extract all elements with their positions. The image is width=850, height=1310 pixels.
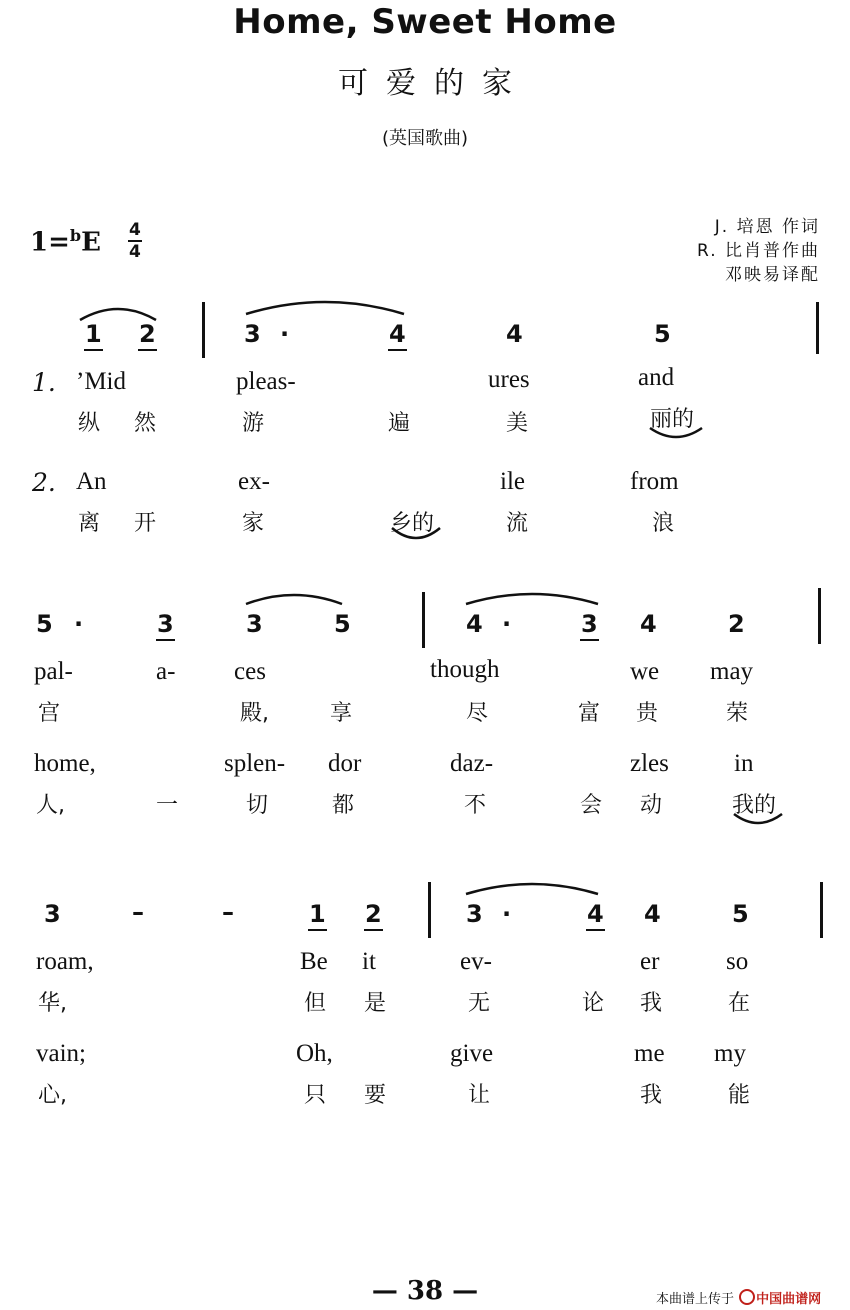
lyric-cn: 是: [364, 991, 387, 1016]
barline: [820, 882, 823, 938]
lyric-cn: 纵: [78, 411, 101, 436]
composer-credit: R. 比肖普作曲: [696, 241, 820, 261]
lyric-cn: 离: [78, 511, 101, 536]
lyric-cn: 享: [330, 701, 353, 726]
barline: [428, 882, 431, 938]
note: 5: [732, 900, 749, 928]
song-title-chinese: 可爱的家: [338, 66, 530, 101]
note: 3: [246, 610, 263, 638]
lyric-en: Oh,: [296, 1040, 333, 1067]
note: 3: [44, 900, 61, 928]
lyric-en: daz-: [450, 750, 494, 777]
note: 3: [244, 320, 261, 348]
note: 1: [84, 320, 103, 351]
slur-arc: [466, 884, 598, 894]
dash: –: [132, 898, 144, 926]
upload-note-text: 本曲谱上传于: [656, 1292, 735, 1307]
lyric-cn: 富: [578, 701, 601, 726]
dash: –: [222, 898, 234, 926]
slur-arc: [246, 302, 404, 314]
lyric-en: ile: [500, 468, 525, 495]
lyric-cn: 开: [134, 511, 157, 536]
note: 2: [138, 320, 157, 351]
barline: [422, 592, 425, 648]
lyric-en: An: [76, 468, 107, 495]
note: 4: [506, 320, 523, 348]
lyric-en: er: [640, 948, 660, 975]
note: 4: [640, 610, 657, 638]
lyric-cn: 然: [134, 411, 157, 436]
lyric-en: ures: [488, 366, 530, 393]
lyric-cn: 我: [640, 1083, 663, 1108]
lyric-cn: 美: [506, 411, 529, 436]
note: 2: [364, 900, 383, 931]
lyric-en: ex-: [238, 468, 270, 495]
slur-arc: [80, 309, 156, 320]
barline: [818, 588, 821, 644]
key-letter: E: [81, 227, 101, 258]
lyric-cn: 只: [304, 1083, 327, 1108]
note: 5: [654, 320, 671, 348]
lyric-cn: 游: [242, 411, 265, 436]
lyric-cn: 人,: [36, 793, 65, 818]
key-prefix: 1=: [30, 227, 70, 258]
lyric-en: ev-: [460, 948, 492, 975]
lyric-cn: 殿,: [240, 701, 269, 726]
lyric-cn: 要: [364, 1083, 387, 1108]
lyric-en: pal-: [34, 658, 73, 685]
lyric-cn: 都: [332, 793, 355, 818]
lyric-en: and: [638, 364, 675, 391]
lyric-en: we: [630, 658, 660, 685]
lyric-cn: 我: [640, 991, 663, 1016]
time-signature-bottom: 4: [129, 242, 141, 262]
lyric-en: it: [362, 948, 376, 975]
slur-arc: [246, 595, 342, 604]
lyric-cn: 心,: [38, 1083, 67, 1108]
time-signature-top: 4: [129, 220, 141, 240]
lyric-en: give: [450, 1040, 494, 1067]
lyric-en: roam,: [36, 948, 94, 975]
lyric-en: vain;: [36, 1040, 86, 1067]
lyric-en: though: [430, 656, 500, 683]
lyric-cn: 遍: [388, 411, 411, 436]
lyric-cn: 华,: [38, 991, 67, 1016]
lyric-cn: 荣: [726, 701, 749, 726]
lyric-cn: 但: [304, 991, 327, 1016]
lyric-cn: 贵: [636, 701, 659, 726]
barline: [202, 302, 205, 358]
lyric-en: zles: [630, 750, 669, 777]
slur-arc: [466, 594, 598, 604]
note: 2: [728, 610, 745, 638]
lyric-en: Be: [300, 948, 328, 975]
lyric-en: my: [714, 1040, 746, 1067]
note: 3: [156, 610, 175, 641]
lyric-cn: 无: [468, 991, 491, 1016]
song-origin: (英国歌曲): [381, 128, 469, 149]
note: 5: [334, 610, 351, 638]
lyric-cn: 丽的: [650, 407, 695, 432]
note: 4: [644, 900, 661, 928]
song-title: Home, Sweet Home: [233, 2, 617, 42]
lyric-cn: 家: [242, 511, 265, 536]
note: 3: [466, 900, 483, 928]
augmentation-dot: ·: [502, 610, 512, 638]
lyric-cn: 宫: [38, 701, 61, 726]
lyric-cn: 不: [464, 793, 487, 818]
lyric-en: a-: [156, 658, 176, 685]
site-logo-text: 中国曲谱网: [756, 1292, 822, 1307]
lyric-en: so: [726, 948, 749, 975]
lyric-en: in: [734, 750, 754, 777]
augmentation-dot: ·: [74, 610, 84, 638]
lyric-en: pleas-: [236, 368, 296, 395]
verse-number: 2.: [32, 468, 56, 497]
note: 5: [36, 610, 53, 638]
augmentation-dot: ·: [502, 900, 512, 928]
lyric-cn: 动: [640, 793, 663, 818]
lyric-cn: 切: [246, 793, 269, 818]
lyric-en: may: [710, 658, 754, 685]
lyric-cn: 会: [580, 793, 603, 818]
upload-note: [656, 1288, 821, 1307]
lyric-cn: 在: [728, 991, 751, 1016]
flat-symbol: b: [69, 226, 82, 245]
translator-credit: 邓映易译配: [725, 265, 820, 285]
lyric-cn: 乡的: [390, 511, 435, 536]
note: 3: [580, 610, 599, 641]
note: 4: [388, 320, 407, 351]
note: 4: [466, 610, 483, 638]
lyric-cn: 流: [506, 511, 529, 536]
note: 4: [586, 900, 605, 931]
page-number: — 38 —: [371, 1276, 479, 1306]
augmentation-dot: ·: [280, 320, 290, 348]
site-logo-icon: [739, 1289, 755, 1305]
lyric-cn: 能: [728, 1083, 751, 1108]
lyric-en: splen-: [224, 750, 286, 777]
verse-number: 1.: [32, 368, 56, 397]
lyric-en: from: [630, 468, 679, 495]
lyric-cn: 尽: [466, 701, 489, 726]
lyric-cn: 论: [582, 991, 605, 1016]
lyric-cn: 让: [468, 1083, 491, 1108]
lyric-en: dor: [328, 750, 362, 777]
lyricist-credit: J. 培恩 作词: [714, 217, 820, 237]
lyric-cn: 一: [156, 793, 179, 818]
lyric-en: ces: [234, 658, 266, 685]
lyric-en: me: [634, 1040, 665, 1067]
lyric-en: home,: [34, 750, 96, 777]
note: 1: [308, 900, 327, 931]
lyric-cn: 浪: [652, 511, 675, 536]
lyric-en: ’Mid: [76, 368, 126, 395]
barline: [816, 302, 819, 354]
lyric-cn: 我的: [732, 793, 777, 818]
